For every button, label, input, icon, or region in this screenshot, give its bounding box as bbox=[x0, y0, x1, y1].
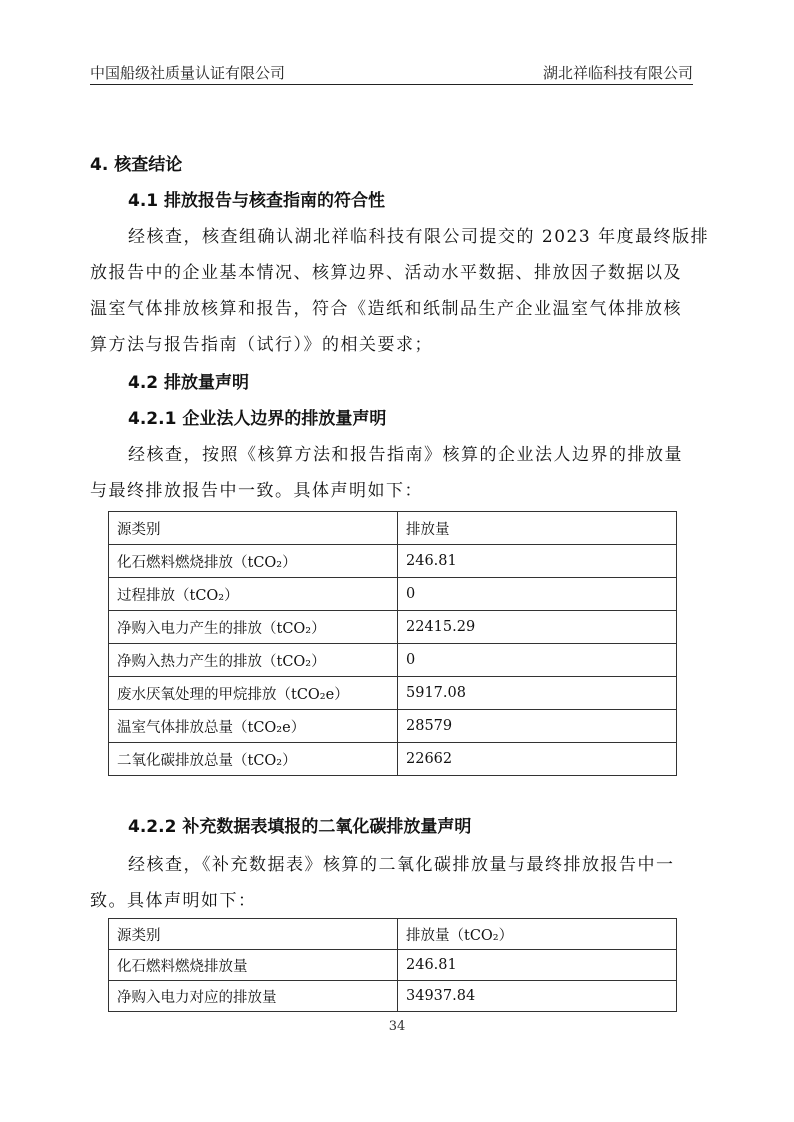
paragraph-line: 致。具体声明如下： bbox=[90, 891, 257, 911]
table-row bbox=[109, 677, 677, 710]
table-cell-value: 28579 bbox=[398, 710, 677, 743]
table-header-cell: 排放量（tCO₂） bbox=[398, 919, 677, 950]
table-cell-value: 0 bbox=[398, 644, 677, 677]
table-cell-value: 0 bbox=[398, 578, 677, 611]
table-cell-value: 5917.08 bbox=[398, 677, 677, 710]
table-row bbox=[109, 981, 677, 1012]
table-row bbox=[109, 743, 677, 776]
table-cell-source: 净购入电力对应的排放量 bbox=[109, 981, 398, 1012]
table-cell-value: 22415.29 bbox=[398, 611, 677, 644]
table-cell-value: 34937.84 bbox=[398, 981, 677, 1012]
table-cell-value: 246.81 bbox=[398, 950, 677, 981]
paragraph-line: 经核查，按照《核算方法和报告指南》核算的企业法人边界的排放量 bbox=[128, 445, 683, 465]
paragraph-line: 经核查，核查组确认湖北祥临科技有限公司提交的 2023 年度最终版排 bbox=[128, 227, 710, 247]
table-cell-source: 废水厌氧处理的甲烷排放（tCO₂e） bbox=[109, 677, 398, 710]
table-cell-source: 过程排放（tCO₂） bbox=[109, 578, 398, 611]
table-cell-source: 净购入热力产生的排放（tCO₂） bbox=[109, 644, 398, 677]
page-number: 34 bbox=[388, 1019, 406, 1034]
section-4-2-2-title: 4.2.2 补充数据表填报的二氧化碳排放量声明 bbox=[128, 817, 472, 837]
table-row bbox=[109, 644, 677, 677]
header-left: 中国船级社质量认证有限公司 bbox=[90, 64, 286, 82]
header-right: 湖北祥临科技有限公司 bbox=[542, 64, 693, 82]
emission-table-2 bbox=[108, 918, 677, 1012]
table-row bbox=[109, 710, 677, 743]
table-header-row bbox=[109, 919, 677, 950]
table-header-row bbox=[109, 512, 677, 545]
table-cell-source: 净购入电力产生的排放（tCO₂） bbox=[109, 611, 398, 644]
table-cell-source: 二氧化碳排放总量（tCO₂） bbox=[109, 743, 398, 776]
section-4-2-title: 4.2 排放量声明 bbox=[128, 373, 250, 393]
section-4-title: 4. 核查结论 bbox=[90, 155, 183, 175]
page-header bbox=[90, 58, 693, 85]
table-cell-source: 温室气体排放总量（tCO₂e） bbox=[109, 710, 398, 743]
table-header-cell: 排放量 bbox=[398, 512, 677, 545]
paragraph-line: 算方法与报告指南（试行）》的相关要求； bbox=[90, 335, 433, 355]
table-row bbox=[109, 950, 677, 981]
paragraph-line: 放报告中的企业基本情况、核算边界、活动水平数据、排放因子数据以及 bbox=[90, 263, 682, 283]
table-cell-value: 22662 bbox=[398, 743, 677, 776]
table-cell-source: 化石燃料燃烧排放量 bbox=[109, 950, 398, 981]
paragraph-line: 经核查，《补充数据表》核算的二氧化碳排放量与最终排放报告中一 bbox=[128, 855, 675, 875]
table-header-cell: 源类别 bbox=[109, 512, 398, 545]
paragraph-line: 温室气体排放核算和报告，符合《造纸和纸制品生产企业温室气体排放核 bbox=[90, 299, 682, 319]
section-4-2-1-title: 4.2.1 企业法人边界的排放量声明 bbox=[128, 409, 387, 429]
table-row bbox=[109, 545, 677, 578]
emission-table-1 bbox=[108, 511, 677, 776]
section-4-1-title: 4.1 排放报告与核查指南的符合性 bbox=[128, 191, 386, 211]
table-header-cell: 源类别 bbox=[109, 919, 398, 950]
table-row bbox=[109, 578, 677, 611]
table-cell-value: 246.81 bbox=[398, 545, 677, 578]
table-row bbox=[109, 611, 677, 644]
paragraph-line: 与最终排放报告中一致。具体声明如下： bbox=[90, 481, 423, 501]
table-cell-source: 化石燃料燃烧排放（tCO₂） bbox=[109, 545, 398, 578]
